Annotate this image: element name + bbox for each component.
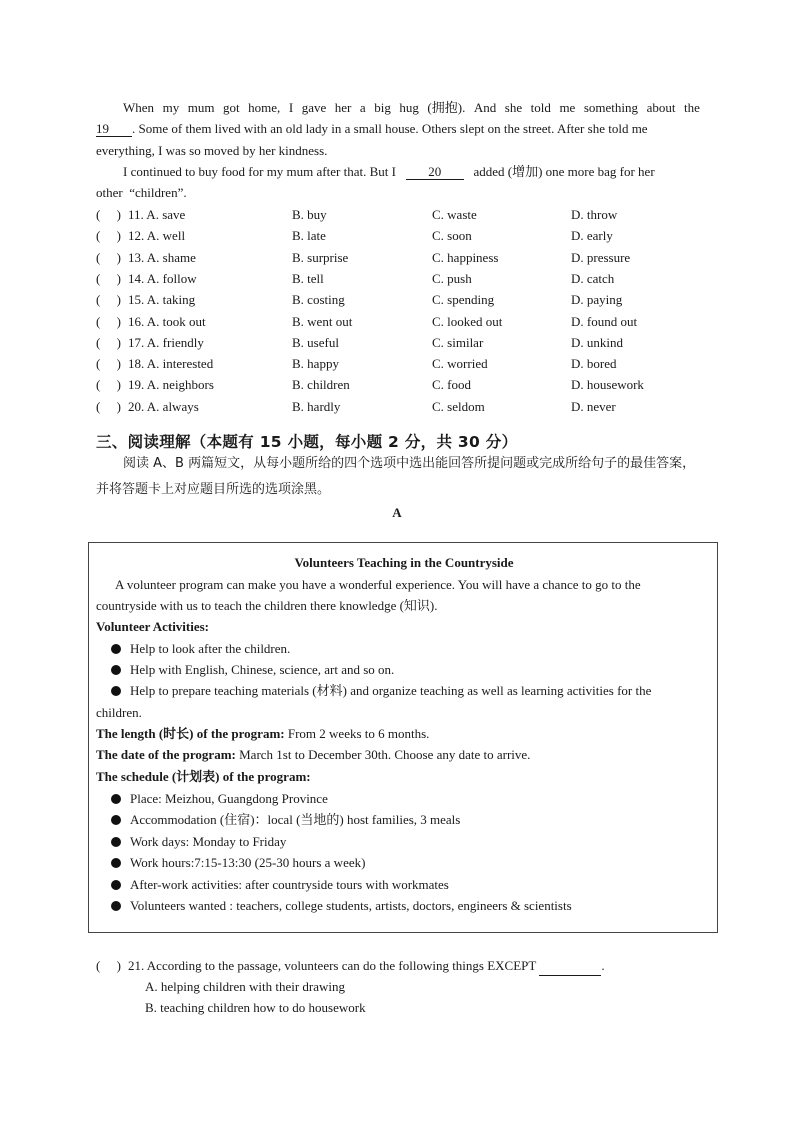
date-label: The date of the program: [96, 747, 236, 762]
question-21-end: . [601, 958, 605, 973]
cloze-word: the [683, 100, 700, 115]
cloze-word: something [583, 100, 639, 115]
option-c: C. food [432, 377, 471, 393]
option-row [96, 334, 700, 352]
option-c: C. waste [432, 207, 477, 222]
bullet-icon [111, 815, 121, 825]
cloze-word: I [288, 100, 294, 115]
cloze-word: And [473, 100, 497, 115]
bullet-icon [111, 665, 121, 675]
option-a: 19. A. neighbors [128, 377, 214, 393]
blank-20: 20 [406, 164, 464, 180]
cloze-line-4-after: added (增加) one more bag for her [473, 164, 655, 179]
question-21-paren: ( ) [96, 958, 121, 973]
activity-3 [111, 682, 713, 700]
cloze-word: mum [187, 100, 215, 115]
schedule-item [111, 833, 286, 851]
cloze-word: When [123, 100, 155, 115]
answer-paren: ( ) [96, 334, 121, 350]
passage-label: A [392, 505, 402, 520]
activity-3-cont: children. [96, 705, 142, 720]
option-b: B. hardly [292, 398, 341, 414]
schedule-item-text: Accommodation (住宿)：local (当地的) host families, 3 meals [130, 812, 461, 828]
option-d: D. throw [571, 207, 618, 222]
schedule-item-text: Volunteers wanted : teachers, college students, artists, doctors, engineers & scientists [130, 898, 572, 913]
option-a: 11. A. save [128, 207, 186, 222]
schedule-item-text: Work days: Monday to Friday [130, 833, 287, 849]
blank-19: 19 [96, 121, 132, 137]
cloze-line-2-text: . Some of them lived with an old lady in a small house. Others slept on the street. After she told me [132, 121, 648, 136]
activity-2 [111, 661, 394, 679]
schedule-item [111, 854, 365, 872]
answer-paren: ( ) [96, 270, 121, 286]
option-d: D. bored [571, 356, 617, 372]
schedule-item-text: After-work activities: after countryside tours with workmates [130, 876, 449, 892]
cloze-line-4 [123, 163, 700, 181]
cloze-word: big [374, 100, 391, 115]
section-instruction-2: 并将答题卡上对应题目所选的选项涂黑。 [96, 482, 331, 497]
program-length [96, 725, 713, 743]
option-a: 17. A. friendly [128, 334, 204, 350]
intro-line-2: countryside with us to teach the children there knowledge (知识). [96, 598, 438, 613]
option-c: C. spending [432, 292, 495, 308]
cloze-line-2 [96, 120, 700, 138]
date-value: March 1st to December 30th. Choose any date to arrive. [235, 747, 531, 762]
answer-paren: ( ) [96, 292, 121, 308]
question-21-stem [128, 957, 605, 976]
answer-paren: ( ) [96, 228, 121, 244]
option-a: 16. A. took out [128, 313, 206, 329]
answer-paren: ( ) [96, 313, 121, 329]
option-b: B. children [292, 377, 350, 393]
option-b: B. useful [292, 334, 339, 350]
option-row [96, 355, 700, 373]
bullet-icon [111, 837, 121, 847]
option-row [96, 376, 700, 394]
option-d: D. never [571, 398, 616, 414]
intro-line-1: A volunteer program can make you have a wonderful experience. You will have a chance to go to the [115, 577, 641, 592]
length-value: From 2 weeks to 6 months. [284, 726, 430, 741]
answer-paren: ( ) [96, 356, 121, 372]
cloze-word: she [504, 100, 523, 115]
option-d: D. found out [571, 313, 638, 329]
activity-1-text: Help to look after the children. [130, 641, 291, 656]
option-c: C. seldom [432, 398, 485, 414]
bullet-icon [111, 686, 121, 696]
answer-blank [539, 960, 601, 976]
option-a: 12. A. well [128, 228, 186, 244]
answer-paren: ( ) [96, 377, 121, 393]
option-row [96, 398, 700, 416]
cloze-word: a [359, 100, 366, 115]
option-b: B. costing [292, 292, 345, 308]
bullet-icon [111, 794, 121, 804]
option-d: D. paying [571, 292, 623, 308]
option-row [96, 249, 700, 267]
option-b: B. went out [292, 313, 353, 329]
schedule-item [111, 790, 328, 808]
cloze-word: gave [301, 100, 327, 115]
option-a: 15. A. taking [128, 292, 196, 308]
bullet-icon [111, 644, 121, 654]
cloze-word: her [334, 100, 352, 115]
schedule-item [111, 897, 572, 915]
cloze-word: told [530, 100, 551, 115]
option-d: D. housework [571, 377, 644, 393]
activities-heading: Volunteer Activities: [96, 619, 210, 634]
bullet-icon [111, 880, 121, 890]
option-c: C. happiness [432, 249, 499, 265]
option-row [96, 313, 700, 331]
option-d: D. early [571, 228, 613, 244]
cloze-word: my [162, 100, 180, 115]
answer-paren: ( ) [96, 249, 121, 265]
question-21-option-a: A. helping children with their drawing [145, 979, 346, 994]
section-instruction-1: 阅读 A、B 两篇短文，从每小题所给的四个选项中选出能回答所提问题或完成所给句子的最佳答案， [123, 456, 696, 471]
passage-box [88, 542, 718, 933]
option-b: B. buy [292, 207, 327, 222]
passage-title: Volunteers Teaching in the Countryside [294, 555, 514, 570]
answer-paren: ( ) [96, 207, 121, 222]
activity-3-text: Help to prepare teaching materials (材料) and organize teaching as well as learning activities for the [130, 683, 652, 698]
option-c: C. similar [432, 334, 484, 350]
schedule-item-text: Place: Meizhou, Guangdong Province [130, 791, 328, 806]
option-c: C. looked out [432, 313, 503, 329]
option-a: 14. A. follow [128, 270, 197, 286]
bullet-icon [111, 858, 121, 868]
cloze-word: about [646, 100, 676, 115]
section-title: 三、阅读理解（本题有 15 小题，每小题 2 分，共 30 分） [96, 433, 518, 451]
schedule-item-text: Work hours:7:15-13:30 (25-30 hours a week) [130, 855, 366, 871]
option-a: 20. A. always [128, 398, 199, 414]
answer-paren: ( ) [96, 398, 121, 414]
schedule-item [111, 811, 460, 829]
option-d: D. catch [571, 270, 615, 286]
option-a: 13. A. shame [128, 249, 196, 265]
cloze-word: home, [248, 100, 281, 115]
length-label: The length (时长) of the program: [96, 726, 285, 741]
option-c: C. soon [432, 228, 472, 244]
cloze-line-1 [123, 99, 700, 117]
option-row [96, 227, 700, 245]
option-row [96, 206, 700, 224]
option-b: B. tell [292, 270, 324, 286]
cloze-word: (拥抱). [427, 100, 466, 115]
option-a: 18. A. interested [128, 356, 214, 372]
schedule-item [111, 876, 449, 894]
cloze-line-5: other “children”. [96, 185, 187, 200]
option-b: B. happy [292, 356, 339, 372]
cloze-line-3: everything, I was so moved by her kindness. [96, 143, 328, 158]
cloze-word: me [559, 100, 576, 115]
option-b: B. late [292, 228, 326, 244]
bullet-icon [111, 901, 121, 911]
program-date [96, 746, 713, 764]
question-21-text: 21. According to the passage, volunteers can do the following things EXCEPT [128, 958, 537, 973]
cloze-line-4-before: I continued to buy food for my mum after that. But I [123, 164, 396, 179]
cloze-word: hug [399, 100, 419, 115]
option-row [96, 291, 700, 309]
option-d: D. unkind [571, 334, 623, 350]
activity-1 [111, 640, 290, 658]
option-row [96, 270, 700, 288]
cloze-word: got [223, 100, 240, 115]
option-d: D. pressure [571, 249, 631, 265]
question-21-option-b: B. teaching children how to do housework [145, 1000, 366, 1015]
option-c: C. worried [432, 356, 488, 372]
option-b: B. surprise [292, 249, 349, 265]
activity-2-text: Help with English, Chinese, science, art and so on. [130, 662, 395, 677]
schedule-heading: The schedule (计划表) of the program: [96, 769, 311, 784]
option-c: C. push [432, 270, 472, 286]
